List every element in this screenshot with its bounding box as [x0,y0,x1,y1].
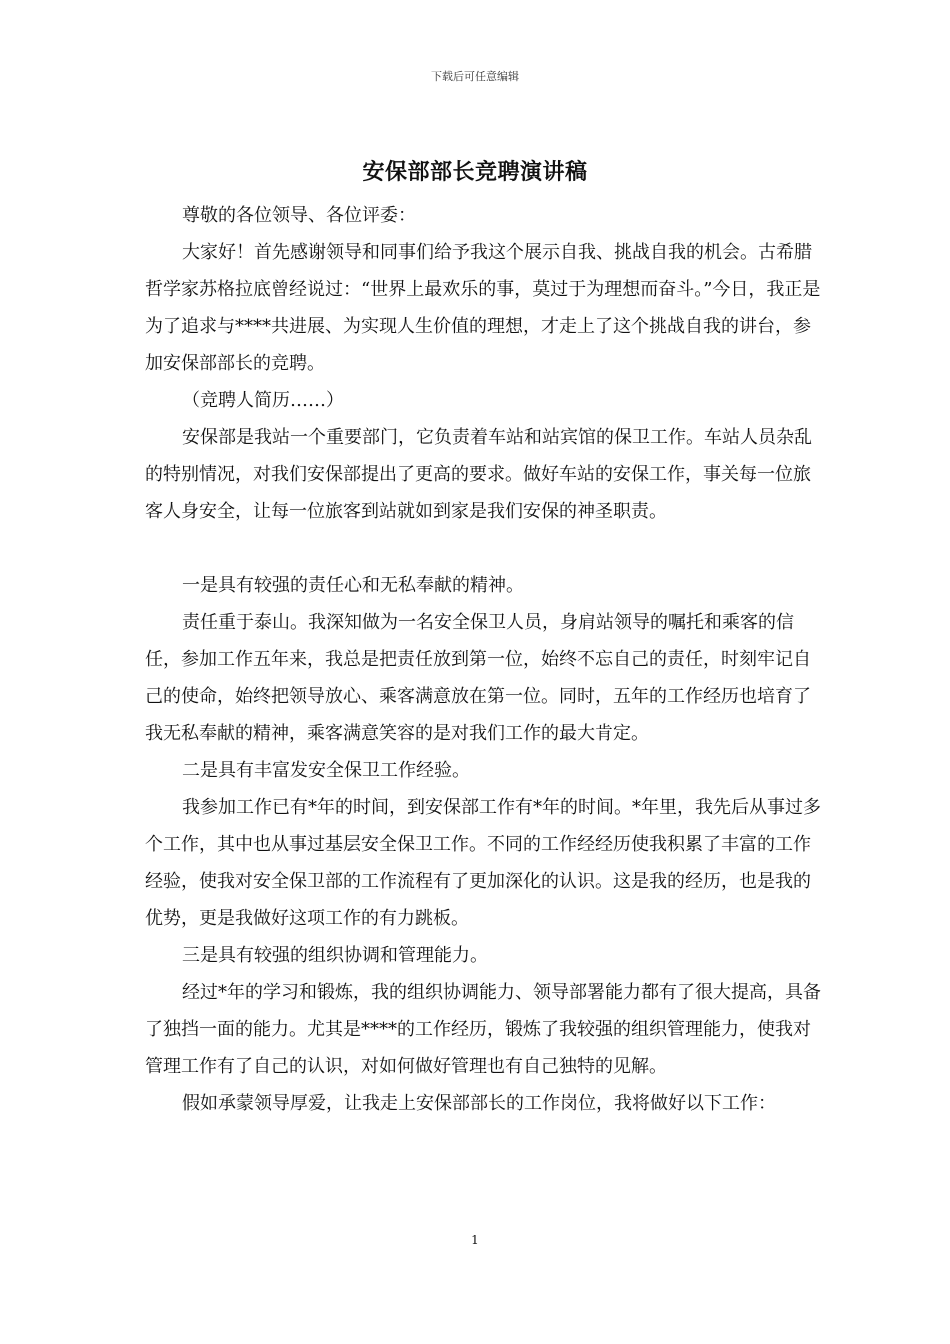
point-one-paragraph: 责任重于泰山。我深知做为一名安全保卫人员，身肩站领导的嘱托和乘客的信任，参加工作五年来，我总是把责任放到第一位，始终不忘自己的责任，时刻牢记自己的使命，始终把领导放心、乘客满意放在第一位。同时，五年的工作经历也培育了我无私奉献的精神，乘客满意笑容的是对我们工作的最大肯定。 [145,612,811,744]
resume-note-paragraph: （竞聘人简历……） [182,390,344,411]
point-one-heading: 一是具有较强的责任心和无私奉献的精神。 [182,575,524,596]
header-note: 下载后可任意编辑 [431,70,519,83]
document-title: 安保部部长竞聘演讲稿 [362,159,588,185]
closing-paragraph: 假如承蒙领导厚爱，让我走上安保部部长的工作岗位，我将做好以下工作： [182,1093,776,1114]
salutation-paragraph: 尊敬的各位领导、各位评委： [182,205,416,226]
point-three-heading: 三是具有较强的组织协调和管理能力。 [182,945,488,966]
document-body [145,197,825,1122]
point-two-paragraph: 我参加工作已有*年的时间，到安保部工作有*年的时间。*年里，我先后从事过多个工作，其中也从事过基层安全保卫工作。不同的工作经经历使我积累了丰富的工作经验，使我对安全保卫部的工作流程有了更加深化的认识。这是我的经历，也是我的优势，更是我做好这项工作的有力跳板。 [145,797,821,929]
point-two-heading: 二是具有丰富发安全保卫工作经验。 [182,760,470,781]
department-intro-paragraph: 安保部是我站一个重要部门，它负责着车站和站宾馆的保卫工作。车站人员杂乱的特别情况，对我们安保部提出了更高的要求。做好车站的安保工作，事关每一位旅客人身安全，让每一位旅客到站就如到家是我们安保的神圣职责。 [145,427,812,522]
page-number: 1 [471,1233,479,1247]
blank-line [145,530,825,567]
point-three-paragraph: 经过*年的学习和锻炼，我的组织协调能力、领导部署能力都有了很大提高，具备了独挡一面的能力。尤其是****的工作经历，锻炼了我较强的组织管理能力，使我对管理工作有了自己的认识，对如何做好管理也有自己独特的见解。 [145,982,821,1077]
opening-paragraph: 大家好！首先感谢领导和同事们给予我这个展示自我、挑战自我的机会。古希腊哲学家苏格拉底曾经说过：“世界上最欢乐的事，莫过于为理想而奋斗。”今日，我正是为了追求与****共进展、为实现人生价值的理想，才走上了这个挑战自我的讲台，参加安保部部长的竞聘。 [145,242,821,374]
